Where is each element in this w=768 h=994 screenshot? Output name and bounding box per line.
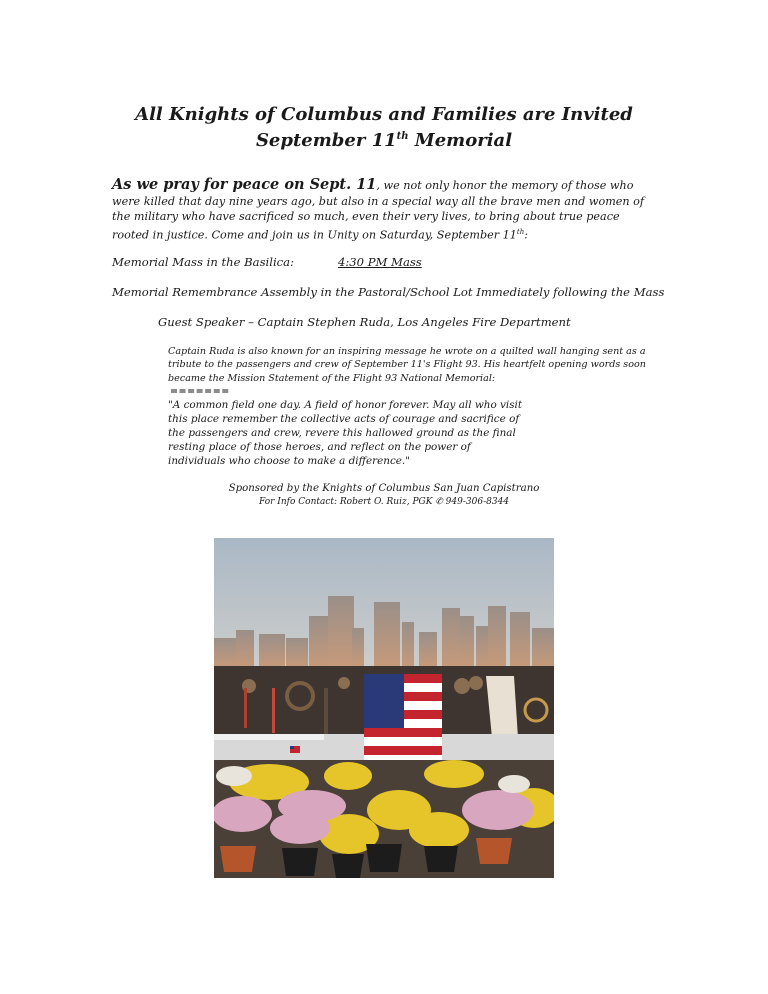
assembly-line: Memorial Remembrance Assembly in the Pastoral/School Lot Immediately following the Mass <box>112 285 665 299</box>
title-date-suffix: th <box>396 131 409 142</box>
intro-body: , we not only honor the memory of those who were killed that day nine years ago, but also in a special way all the brave men and women of the military who have sacrificed so much, even their very lives, to bring about true peace rooted in justice. Come and join us in Unity on Saturday, September 11 <box>112 179 645 242</box>
mass-time: 4:30 PM Mass <box>338 255 422 269</box>
intro-body-end: : <box>524 228 528 242</box>
speaker-note: Captain Ruda is also known for an inspiring message he wrote on a quilted wall hanging sent as a tribute to the passengers and crew of September 11's Flight 93. His heartfelt opening words soon became the Mission Statement of the Flight 93 National Memorial: <box>168 346 646 384</box>
sponsor-line: Sponsored by the Knights of Columbus San Juan Capistrano <box>228 483 540 494</box>
intro-lead: As we pray for peace on Sept. 11 <box>112 176 377 193</box>
memorial-photo <box>214 538 554 878</box>
mass-label: Memorial Mass in the Basilica: <box>112 255 294 269</box>
guest-speaker: Guest Speaker – Captain Stephen Ruda, Los Angeles Fire Department <box>158 315 571 329</box>
contact-line: For Info Contact: Robert O. Ruiz, PGK ✆ 949-306-8344 <box>258 497 510 507</box>
intro-paragraph <box>112 177 652 243</box>
title-date: September 11 <box>255 130 397 151</box>
title-memorial: Memorial <box>408 130 513 151</box>
flower-arrangement <box>214 760 554 878</box>
intro-body-suffix: th <box>516 227 525 236</box>
mission-quote: "A common field one day. A field of honor forever. May all who visit this place remember the collective acts of courage and sacrifice of the passengers and crew, revere this hallowed ground as the final resting place of those heroes, and reflect on the power of individuals who choose to make a difference." <box>168 399 523 467</box>
separator: ======= <box>170 386 230 397</box>
title-line-1: All Knights of Columbus and Families are Invited <box>135 104 633 125</box>
title-line-2 <box>0 126 768 152</box>
